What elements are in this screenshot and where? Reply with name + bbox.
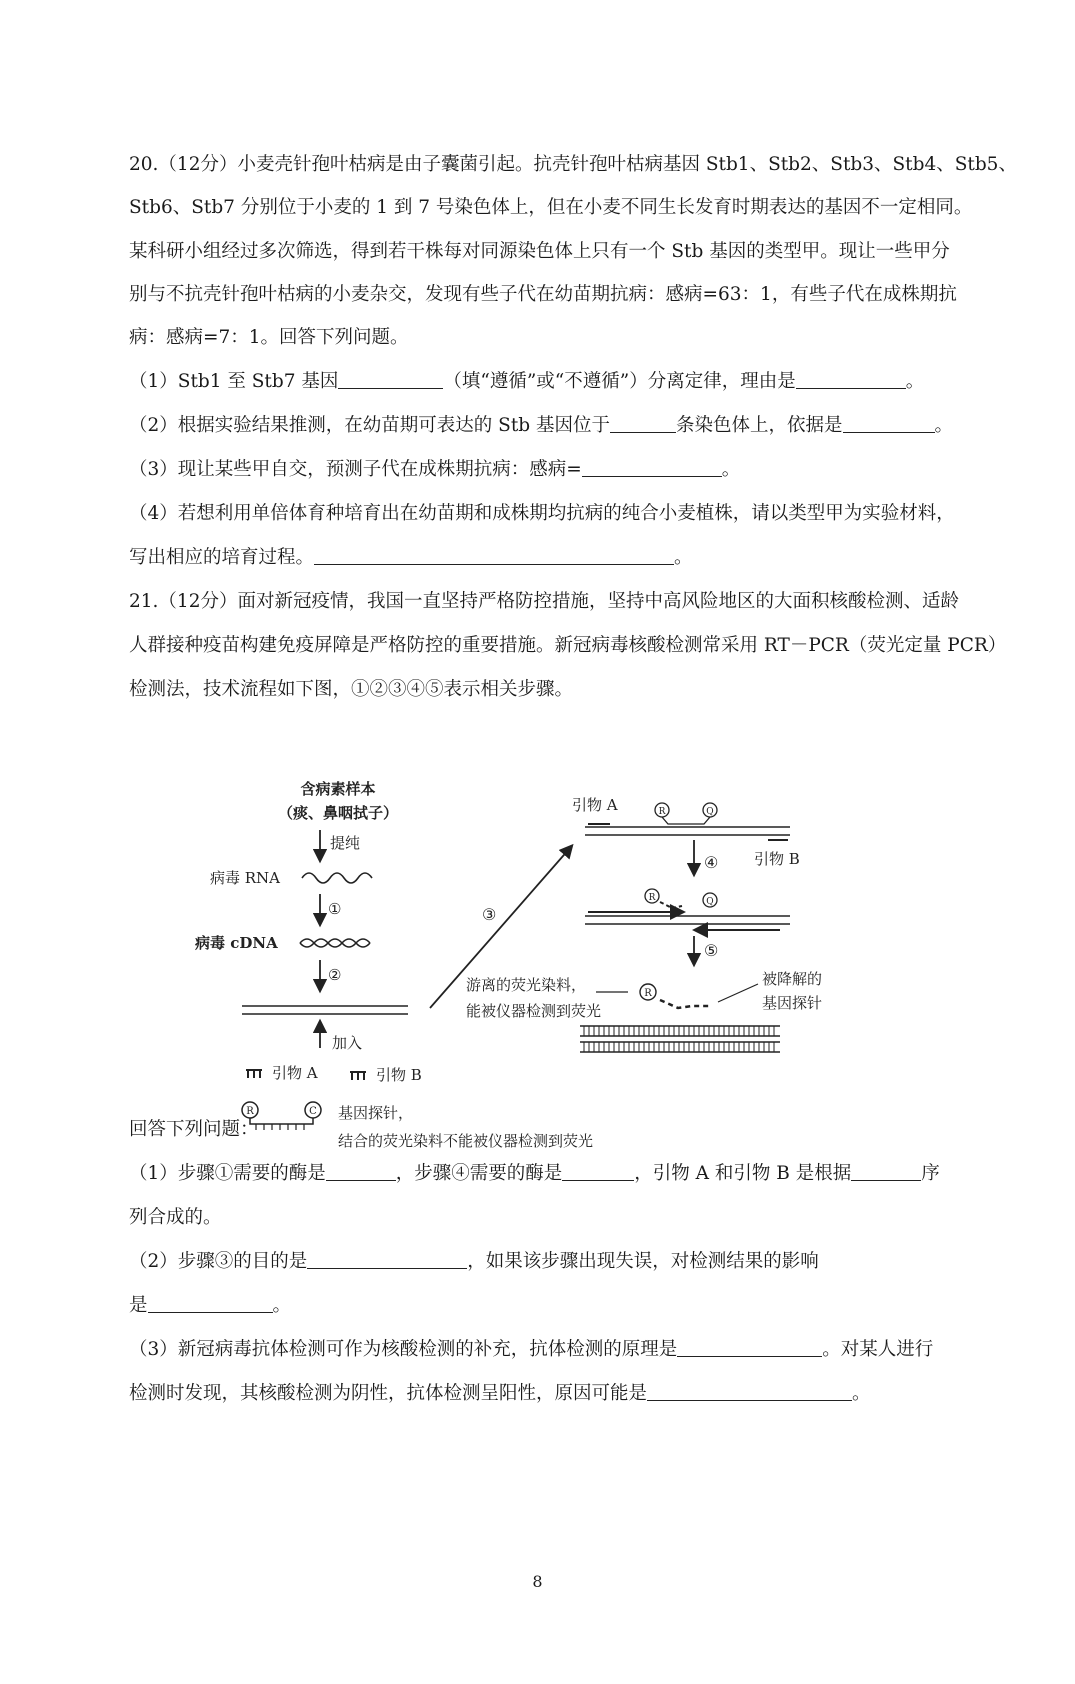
q21-sub2-text-a: （2）步骤③的目的是 [129, 1251, 308, 1272]
free-dye-label-1: 游离的荧光染料， [466, 976, 587, 994]
answer-blank[interactable] [677, 1338, 822, 1357]
answer-blank[interactable] [326, 1162, 396, 1181]
degraded-label-1: 被降解的 [762, 970, 823, 988]
degraded-label-2: 基因探针 [762, 994, 823, 1012]
amplified-dna-icon [580, 1026, 780, 1052]
step1-label: ① [328, 900, 342, 918]
q20-line-2: Stb6、Stb7 分别位于小麦的 1 到 7 号染色体上，但在小麦不同生长发育时期表达的基因不一定相同。 [129, 197, 973, 218]
q21-answer-intro: 回答下列问题： [129, 1119, 259, 1140]
q20-sub2-text-a: （2）根据实验结果推测，在幼苗期可表达的 Stb 基因位于 [129, 415, 610, 436]
page-number: 8 [532, 1572, 543, 1591]
free-dye-label-2: 能被仪器检测到荧光 [466, 1002, 602, 1020]
q21-sub2-line-2 [129, 1294, 995, 1318]
q20-sub4-line-2 [129, 546, 995, 570]
q20-sub2 [129, 414, 995, 438]
degraded-probe-icon [660, 1000, 710, 1008]
primer-b-label: 引物 B [376, 1066, 422, 1084]
r-marker: R [658, 807, 666, 817]
r-marker: R [644, 988, 652, 999]
answer-blank[interactable] [562, 1162, 634, 1181]
virus-rna-label: 病毒 RNA [210, 869, 281, 887]
q21-sub2-line-1 [129, 1250, 995, 1274]
q21-sub3-text-b: 。对某人进行 [822, 1339, 934, 1360]
sample-label-2: （痰、鼻咽拭子） [277, 804, 399, 822]
q20-sub3-text-c: 。 [721, 459, 741, 480]
q21-sub1-text-a: （1）步骤①需要的酶是 [129, 1163, 326, 1184]
q21-sub1-line-2: 列合成的。 [129, 1207, 222, 1228]
pointer-line-right [718, 984, 758, 1002]
q21-line-2: 人群接种疫苗构建免疫屏障是严格防控的重要措施。新冠病毒核酸检测常采用 RT－PCR（荧光定量 PCR） [129, 635, 1007, 656]
add-label: 加入 [332, 1034, 363, 1052]
q20-line-3: 某科研小组经过多次筛选，得到若干株每对同源染色体上只有一个 Stb 基因的类型甲。现让一些甲分 [129, 241, 950, 262]
q21-sub3-line-1 [129, 1338, 995, 1362]
q20-sub3 [129, 458, 995, 482]
answer-blank[interactable] [796, 370, 906, 389]
primer-a-label: 引物 A [272, 1064, 318, 1082]
q20-sub1-text-a: （1）Stb1 至 Stb7 基因 [129, 371, 339, 392]
primer-a-icon [246, 1070, 262, 1078]
step2-label: ② [328, 966, 342, 984]
q21-line-1: 21.（12分）面对新冠疫情，我国一直坚持严格防控措施，坚持中高风险地区的大面积核酸检测、适龄 [129, 591, 959, 612]
answer-blank[interactable] [610, 414, 676, 433]
answer-blank[interactable] [647, 1382, 852, 1401]
r-marker: R [246, 1106, 254, 1117]
q21-sub3-line-2 [129, 1382, 995, 1406]
q21-sub3-text-a: （3）新冠病毒抗体检测可作为核酸检测的补充，抗体检测的原理是 [129, 1339, 678, 1360]
q21-sub3-text-d: 。 [852, 1383, 871, 1404]
q21-sub1-text-b: ，步骤④需要的酶是 [395, 1163, 563, 1184]
cleaved-probe-icon [660, 902, 682, 908]
probe-note: 结合的荧光染料不能被仪器检测到荧光 [338, 1132, 594, 1150]
q-marker: Q [706, 807, 714, 817]
answer-blank[interactable] [843, 414, 935, 433]
rna-wave-icon [302, 873, 372, 883]
q21-line-3: 检测法，技术流程如下图，①②③④⑤表示相关步骤。 [129, 679, 574, 700]
q20-sub1-text-b: （填“遵循”或“不遵循”）分离定律，理由是 [443, 371, 796, 392]
sample-label-1: 含病素样本 [300, 780, 376, 798]
c-marker: C [309, 1106, 317, 1117]
step3-label: ③ [482, 905, 497, 924]
primer-b-icon [350, 1072, 366, 1080]
q21-sub2-text-c: 是 [129, 1295, 148, 1316]
q21-sub1-text-c: ，引物 A 和引物 B 是根据 [634, 1163, 852, 1184]
step4-label: ④ [704, 853, 719, 872]
r-marker: R [648, 893, 656, 903]
q21-sub1-line-1 [129, 1162, 995, 1186]
answer-blank[interactable] [314, 546, 674, 565]
q20-line-5: 病：感病=7：1。回答下列问题。 [129, 327, 409, 348]
q20-sub4-line-1: （4）若想利用单倍体育种培育出在幼苗期和成株期均抗病的纯合小麦植株，请以类型甲为实验材料， [129, 503, 955, 524]
answer-blank[interactable] [148, 1294, 273, 1313]
purify-label: 提纯 [330, 834, 361, 852]
answer-blank[interactable] [851, 1162, 921, 1181]
q21-sub1-text-d: 序 [921, 1163, 940, 1184]
step5-label: ⑤ [704, 941, 719, 960]
answer-blank[interactable] [338, 370, 443, 389]
probe-label: 基因探针， [338, 1104, 414, 1122]
q20-line-1: 20.（12分）小麦壳针孢叶枯病是由子囊菌引起。抗壳针孢叶枯病基因 Stb1、Stb2、Stb3、Stb4、Stb5、 [129, 154, 1017, 175]
q20-sub1-text-c: 。 [905, 371, 925, 392]
probe-bound-icon [662, 817, 710, 824]
q-marker: Q [706, 897, 714, 907]
primer-b-label-2: 引物 B [754, 850, 800, 868]
virus-cdna-label: 病毒 cDNA [195, 934, 278, 952]
answer-blank[interactable] [307, 1250, 467, 1269]
q20-sub3-text-a: （3）现让某些甲自交，预测子代在成株期抗病：感病= [129, 459, 582, 480]
q20-sub2-text-c: 。 [934, 415, 954, 436]
q21-sub3-text-c: 检测时发现，其核酸检测为阴性，抗体检测呈阳性，原因可能是 [129, 1383, 648, 1404]
q20-sub1 [129, 370, 995, 394]
q20-sub4-text-b: 写出相应的培育过程。 [129, 547, 315, 568]
q20-line-4: 别与不抗壳针孢叶枯病的小麦杂交，发现有些子代在幼苗期抗病：感病=63：1，有些子代在成株期抗 [129, 284, 957, 305]
primer-a-label-2: 引物 A [572, 796, 618, 814]
answer-blank[interactable] [582, 458, 722, 477]
q20-sub4-text-c: 。 [674, 547, 693, 568]
q21-sub2-text-b: ，如果该步骤出现失误，对检测结果的影响 [467, 1251, 819, 1272]
q21-sub2-text-d: 。 [272, 1295, 292, 1316]
q20-sub2-text-b: 条染色体上，依据是 [675, 415, 843, 436]
